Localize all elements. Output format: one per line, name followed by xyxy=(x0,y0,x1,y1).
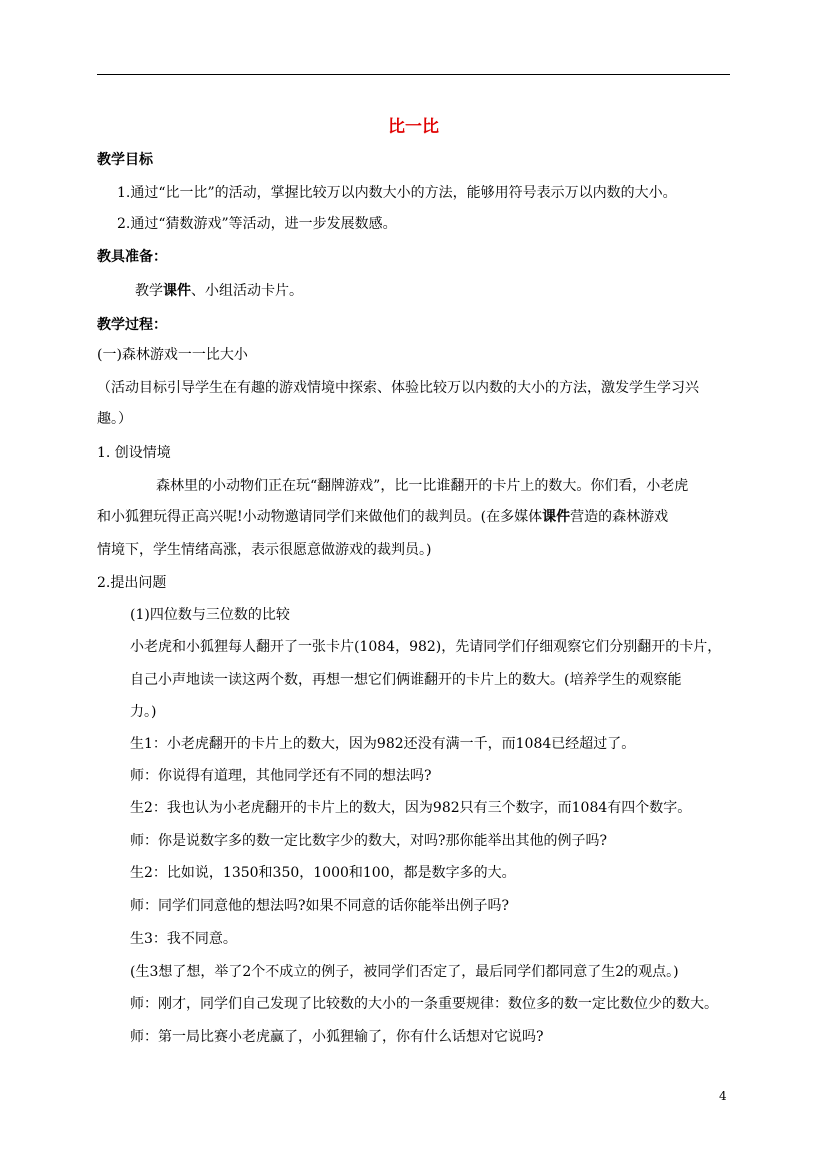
dialogue-line: 生3：我不同意。 xyxy=(130,931,237,947)
page-number: 4 xyxy=(719,1089,727,1103)
dialogue-line: 师：同学们同意他的想法吗?如果不同意的话你能举出例子吗? xyxy=(130,898,510,914)
dialogue-line: 师：你说得有道理，其他同学还有不同的想法吗? xyxy=(130,768,432,784)
paragraph-line: 和小狐狸玩得正高兴呢!小动物邀请同学们来做他们的裁判员。(在多媒体课件营造的森林游戏 xyxy=(97,509,669,525)
dialogue-line: 师：第一局比赛小老虎赢了，小狐狸输了，你有什么话想对它说吗? xyxy=(130,1029,544,1045)
dialogue-line: 生2：比如说，1350和350，1000和100，都是数字多的大。 xyxy=(130,865,516,881)
paragraph-line: 小老虎和小狐狸每人翻开了一张卡片(1084，982)，先请同学们仔细观察它们分别翻开的卡片， xyxy=(130,639,722,655)
subsection-heading: 2.提出问题 xyxy=(97,575,167,591)
dialogue-line: 师：刚才，同学们自己发现了比较数的大小的一条重要规律：数位多的数一定比数位少的数大。 xyxy=(130,996,718,1012)
paragraph-line: 森林里的小动物们正在玩“翻牌游戏”，比一比谁翻开的卡片上的数大。你们看，小老虎 xyxy=(156,478,689,494)
dialogue-line: 生1：小老虎翻开的卡片上的数大，因为982还没有满一千，而1084已经超过了。 xyxy=(130,736,636,752)
paragraph-line: 1.通过“比一比”的活动，掌握比较万以内数大小的方法，能够用符号表示万以内数的大小。 xyxy=(117,185,677,201)
paragraph-line: （活动目标引导学生在有趣的游戏情境中探索、体验比较万以内数的大小的方法，激发学生学习兴 xyxy=(97,380,699,396)
heading-teaching-goals: 教学目标 xyxy=(97,152,153,168)
section-heading: (一)森林游戏一一比大小 xyxy=(97,347,248,363)
heading-materials: 教具准备： xyxy=(97,249,167,265)
paragraph-line: 情境下，学生情绪高涨，表示很愿意做游戏的裁判员。) xyxy=(97,542,432,558)
dialogue-line: (生3想了想，举了2个不成立的例子，被同学们否定了，最后同学们都同意了生2的观点。) xyxy=(130,964,679,980)
paragraph-line: (1)四位数与三位数的比较 xyxy=(130,607,290,623)
paragraph-line: 趣。） xyxy=(97,411,132,427)
paragraph-line: 2.通过“猜数游戏”等活动，进一步发展数感。 xyxy=(117,216,397,232)
heading-process: 教学过程： xyxy=(97,317,167,333)
dialogue-line: 生2：我也认为小老虎翻开的卡片上的数大，因为982只有三个数字，而1084有四个数字。 xyxy=(130,800,692,816)
page-title: 比一比 xyxy=(388,117,439,137)
paragraph-line: 自己小声地读一读这两个数，再想一想它们俩谁翻开的卡片上的数大。(培养学生的观察能 xyxy=(130,672,682,688)
subsection-heading: 1. 创设情境 xyxy=(97,445,171,461)
header-rule xyxy=(97,74,730,75)
paragraph-line: 力。) xyxy=(130,704,157,720)
dialogue-line: 师：你是说数字多的数一定比数字少的数大，对吗?那你能举出其他的例子吗? xyxy=(130,833,608,849)
paragraph-line: 教学课件、小组活动卡片。 xyxy=(135,283,303,299)
